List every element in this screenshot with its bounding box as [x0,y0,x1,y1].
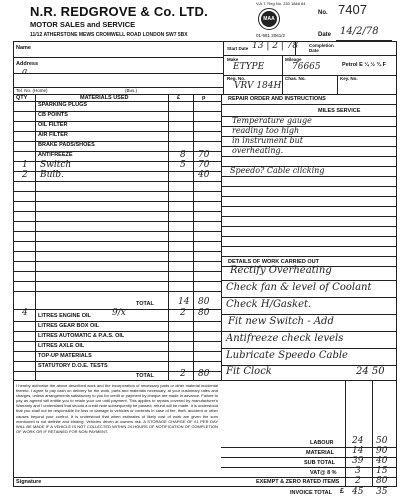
maa-logo-text: MAA [261,11,277,27]
date-label: Date [318,32,332,38]
labour-pounds: 24 [352,436,364,446]
invoice-no-label: No. [318,10,328,16]
lubricants-total-pounds: 2 [180,369,186,379]
work-line: Fit new Switch - Add [228,316,334,327]
invoice-total-pence: 35 [376,487,388,497]
make-label: Make [227,57,239,62]
vat-label: VAT@ 8 % [310,470,337,476]
terms-text: I hereby authorise the above described work and the incorporation of necessary parts or other material incidental thereto. I agree to pay cash on delivery for the work, parts and materials necessary, at your customary rates and charges, unless arrangements satisfactory to you for credit or payment by cheque are made in advance. Failure to pay as agreed will entitle you to retain your car until payment. This applies to repairs covered by manufacturer's Warranty and I understand that should a credit note subsequently be passed, refund will be made. It is understood that you shall not be responsible for loss or damage to vehicles or contents in case of fire, theft, accident or other causes beyond your control. It is understood that when estimates of likely cost of work are given the sum mentioned is not definite and binding. Vehicles driven at owners risk. A STORAGE CHARGE OF £1 PER DAY WILL BE MADE IF A VEHICLE IS NOT COLLECTED WITHIN 24 HOURS OF NOTIFICATION OF COMPLETION OF WORK OR IF RETAINED FOR NON PAYMENT. [16,383,218,434]
material-pence: 40 [198,170,210,180]
lubricant-label: TOP-UP MATERIALS [38,353,92,359]
lubricant-label: LITRES GEAR BOX OIL [38,323,100,329]
pence-header: p [202,95,206,101]
mileage-label: Mileage [285,57,302,62]
material-pence: 70 [198,160,210,170]
pounds-header: £ [177,95,181,101]
vat-pounds: 3 [355,466,361,476]
lubricants-total-pence: 80 [198,369,210,379]
miles-service-label: MILES SERVICE [318,108,361,114]
materials-used-header: MATERIALS USED [80,95,129,101]
qty-header: QTY [16,95,28,101]
signature-label: Signature [16,479,42,485]
company-name: N.R. REDGROVE & Co. LTD. [30,4,208,19]
material-pounds: 14 [352,446,364,456]
completion-label: Completion [309,43,334,48]
lubricant-label: LITRES AUTOMATIC & P.A.S. OIL [38,333,125,339]
lubricants-total-label: TOTAL [136,373,154,379]
material-pence: 90 [376,446,388,456]
materials-total-pounds: 14 [178,297,190,307]
material-label: OIL FILTER [38,122,68,128]
work-line: Rectify Overheating [230,265,332,276]
repair-line: in instrument but [232,136,303,145]
address-label: Address [16,61,39,67]
company-subtitle: MOTOR SALES and SERVICE [30,20,136,29]
start-date-value: 13 | 2 | 78 [252,41,299,51]
invoice-total-pounds: 45 [352,487,364,497]
lubricant-label: STATUTORY D.O.E. TESTS [38,363,108,369]
lubricant-pounds: 2 [180,308,186,318]
reg-value: VRV 184H [234,81,282,91]
material-label: MATERIAL [306,450,335,456]
maa-logo [258,8,280,30]
work-line: Antifreeze check levels [226,333,344,344]
material-label: BRAKE PADS/SHOES [38,142,95,148]
company-phone: 01-581 2061/2 [256,33,286,38]
material-label: Bulb. [40,170,64,180]
key-label: Key. No. [340,76,358,81]
work-header: DETAILS OF WORK CARRIED OUT [228,259,319,265]
repair-line: overheating. [232,146,284,155]
date-value: 14/2/78 [340,26,379,37]
work-line: Lubricate Speedo Cable [226,350,348,361]
lubricant-label: LITRES ENGINE OIL [38,313,91,319]
repair-line: reading too high [232,126,300,135]
lubricant-qty: 4 [22,308,28,318]
subtotal-pounds: 39 [352,456,364,466]
material-label: ANTIFREEZE [38,152,73,158]
labour-label: LABOUR [310,440,334,446]
work-clock-amount: 24 50 [356,366,385,377]
repair-line: Speedo? Cable clicking [230,166,325,175]
completion-date-label: Date [309,48,319,53]
invoice-no: 7407 [338,2,367,17]
work-line: Fit Clock [226,366,272,377]
repair-line: Temperature gauge [232,116,312,125]
material-qty: 2 [22,170,28,180]
chassis-label: Chas. No. [285,76,306,81]
tel-bus-label: (Bus.) [125,88,138,93]
currency-symbol: £ [340,488,344,495]
make-value: ETYPE [233,62,265,72]
vat-reg: V.A.T. Reg No. 230 1848 64 [256,1,306,6]
company-address: 11/12 ATHERSTONE MEWS CROMWELL ROAD LONDON SW7 5BX [30,32,188,38]
work-line: Check fan & level of Coolant [226,282,372,293]
start-date-label: Start Date [227,46,249,51]
subtotal-label: SUB TOTAL [304,460,335,466]
material-pounds: 5 [180,160,186,170]
material-label: CB POINTS [38,112,68,118]
material-label: SPARKING PLUGS [38,102,88,108]
vat-pence: 15 [376,466,388,476]
material-label: AIR FILTER [38,132,68,138]
subtotal-pence: 40 [376,456,388,466]
materials-total-pence: 80 [198,297,210,307]
material-qty: 1 [22,160,28,170]
tel-home-label: Tel. No. (Home) [16,88,48,93]
address-value: a [22,67,28,77]
mileage-value: 76665 [292,62,321,72]
exempt-pounds: 2 [355,476,361,486]
materials-total-label: TOTAL [136,301,154,307]
exempt-label: EXEMPT & ZERO RATED ITEMS [256,479,340,485]
lubricant-label: LITRES AXLE OIL [38,343,85,349]
work-line: Check H/Gasket. [226,299,312,310]
exempt-pence: 80 [376,476,388,486]
invoice-total-label: INVOICE TOTAL [290,490,332,496]
material-pence: 70 [198,150,210,160]
lubricant-note: 9/x [112,308,126,318]
reg-label: Reg. No. [227,76,246,81]
petrol-gauge: Petrol E ¼ ½ ¾ F [342,62,387,68]
repair-header: REPAIR ORDER AND INSTRUCTIONS [228,96,326,102]
labour-pence: 50 [376,436,388,446]
name-label: Name [16,45,31,51]
lubricant-pence: 80 [198,308,210,318]
material-label: Switch [40,160,72,170]
material-pounds: 8 [180,150,186,160]
